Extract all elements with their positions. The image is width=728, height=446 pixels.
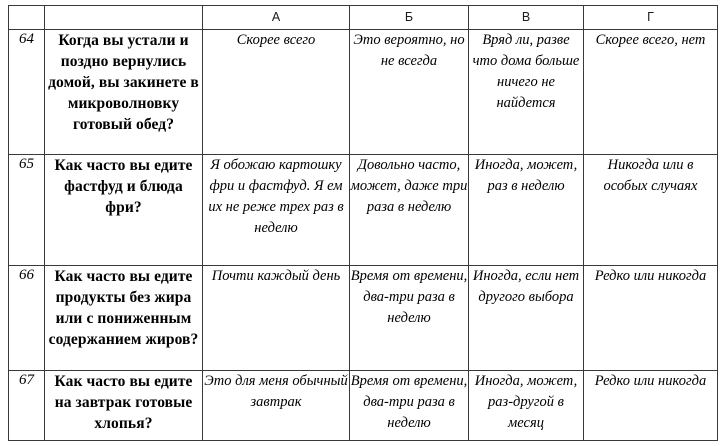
question-text: Как часто вы едите фастфуд и блюда фри? xyxy=(45,155,203,266)
table-row xyxy=(9,30,718,155)
answer-option-a: Почти каждый день xyxy=(203,266,350,371)
header-cell-number xyxy=(9,6,45,30)
header-cell-b: Б xyxy=(350,6,469,30)
answer-option-v: Вряд ли, разве что дома больше ничего не найдется xyxy=(469,30,584,155)
answer-option-g: Скорее всего, нет xyxy=(584,30,718,155)
table-row xyxy=(9,266,718,371)
question-text: Как часто вы едите на завтрак готовые хлопья? xyxy=(45,371,203,441)
answer-option-a: Скорее всего xyxy=(203,30,350,155)
row-number: 65 xyxy=(9,155,45,266)
answer-option-v: Иногда, может, раз в неделю xyxy=(469,155,584,266)
answer-option-a: Я обожаю картошку фри и фастфуд. Я ем их не реже трех раз в неделю xyxy=(203,155,350,266)
answer-option-b: Это вероятно, но не всегда xyxy=(350,30,469,155)
answer-option-a: Это для меня обычный завтрак xyxy=(203,371,350,441)
table-row xyxy=(9,371,718,441)
table-row xyxy=(9,155,718,266)
answer-option-g: Редко или никогда xyxy=(584,266,718,371)
header-cell-question xyxy=(45,6,203,30)
row-number: 67 xyxy=(9,371,45,441)
row-number: 64 xyxy=(9,30,45,155)
questionnaire-table xyxy=(8,5,718,441)
answer-option-g: Редко или никогда xyxy=(584,371,718,441)
question-text: Когда вы устали и поздно вернулись домой, вы закинете в микроволновку готовый обед? xyxy=(45,30,203,155)
header-cell-g: Г xyxy=(584,6,718,30)
header-cell-v: В xyxy=(469,6,584,30)
question-text: Как часто вы едите продукты без жира или с пониженным содержанием жиров? xyxy=(45,266,203,371)
table-header-row xyxy=(9,6,718,30)
answer-option-b: Время от времени, два-три раза в неделю xyxy=(350,371,469,441)
answer-option-b: Довольно часто, может, даже три раза в неделю xyxy=(350,155,469,266)
answer-option-v: Иногда, может, раз-другой в месяц xyxy=(469,371,584,441)
answer-option-v: Иногда, если нет другого выбора xyxy=(469,266,584,371)
row-number: 66 xyxy=(9,266,45,371)
header-cell-a: А xyxy=(203,6,350,30)
answer-option-g: Никогда или в особых случаях xyxy=(584,155,718,266)
answer-option-b: Время от времени, два-три раза в неделю xyxy=(350,266,469,371)
